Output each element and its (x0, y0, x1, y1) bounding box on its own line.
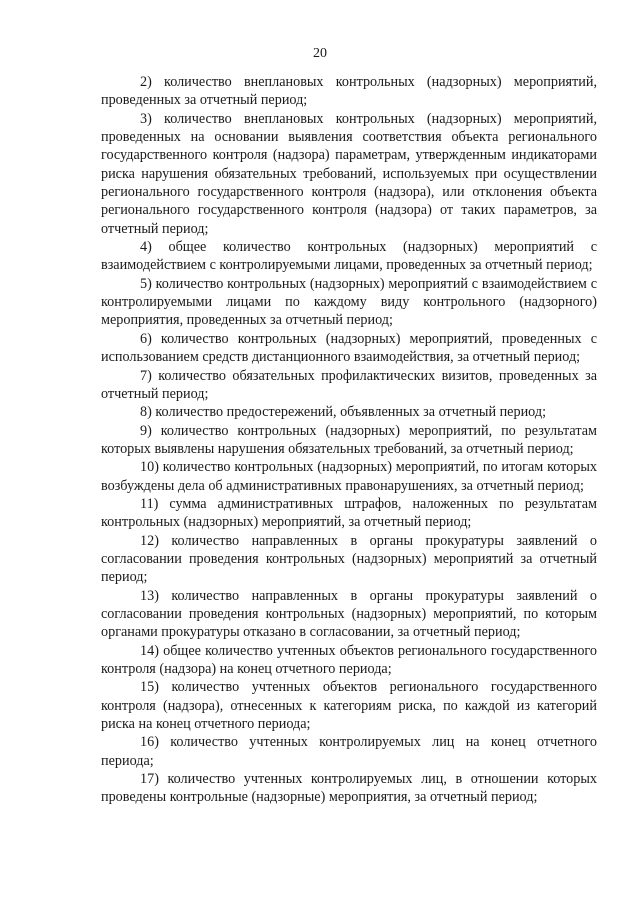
list-item: 2) количество внеплановых контрольных (надзорных) мероприятий, проведенных за отчетный период; (101, 74, 597, 109)
list-item: 13) количество направленных в органы прокуратуры заявлений о согласовании проведения контрольных (надзорных) мероприятий, по которым органами прокуратуры отказано в согласовании, за отчетный период; (101, 587, 597, 641)
list-item: 7) количество обязательных профилактических визитов, проведенных за отчетный период; (101, 367, 597, 402)
list-item: 16) количество учтенных контролируемых лиц на конец отчетного периода; (101, 734, 597, 769)
list-item: 6) количество контрольных (надзорных) мероприятий, проведенных с использованием средств дистанционного взаимодействия, за отчетный период; (101, 330, 597, 366)
list-item: 10) количество контрольных (надзорных) мероприятий, по итогам которых возбуждены дела об административных правонарушениях, за отчетный период; (101, 459, 597, 494)
page-number: 20 (313, 46, 327, 61)
list-item: 8) количество предостережений, объявленных за отчетный период; (140, 404, 547, 421)
list-item: 11) сумма административных штрафов, наложенных по результатам контрольных (надзорных) мероприятий, за отчетный период; (101, 495, 597, 531)
list-item: 12) количество направленных в органы прокуратуры заявлений о согласовании проведения контрольных (надзорных) мероприятий за отчетный период; (101, 532, 597, 586)
list-item: 5) количество контрольных (надзорных) мероприятий с взаимодействием с контролируемыми лицами по каждому виду контрольного (надзорного) мероприятия, проведенных за отчетный период; (101, 275, 597, 329)
list-item: 3) количество внеплановых контрольных (надзорных) мероприятий, проведенных на основании выявления соответствия объекта регионального государственного контроля (надзора) параметрам, утвержденным индикаторами риска нарушения обязательных требований, используемых при осуществлении регионального государственного контроля (надзора), или отклонения объекта регионального государственного контроля (надзора) от таких параметров, за отчетный период; (101, 110, 597, 237)
list-item: 17) количество учтенных контролируемых лиц, в отношении которых проведены контрольные (надзорные) мероприятия, за отчетный период; (101, 771, 597, 806)
list-item: 9) количество контрольных (надзорных) мероприятий, по результатам которых выявлены нарушения обязательных требований, за отчетный период; (101, 422, 597, 457)
list-item: 14) общее количество учтенных объектов регионального государственного контроля (надзора) на конец отчетного периода; (101, 642, 597, 677)
list-item: 4) общее количество контрольных (надзорных) мероприятий с взаимодействием с контролируемыми лицами, проведенных за отчетный период; (101, 239, 597, 274)
list-item: 15) количество учтенных объектов регионального государственного контроля (надзора), отнесенных к категориям риска, по каждой из категорий риска на конец отчетного периода; (101, 679, 597, 733)
document-body (101, 73, 597, 807)
